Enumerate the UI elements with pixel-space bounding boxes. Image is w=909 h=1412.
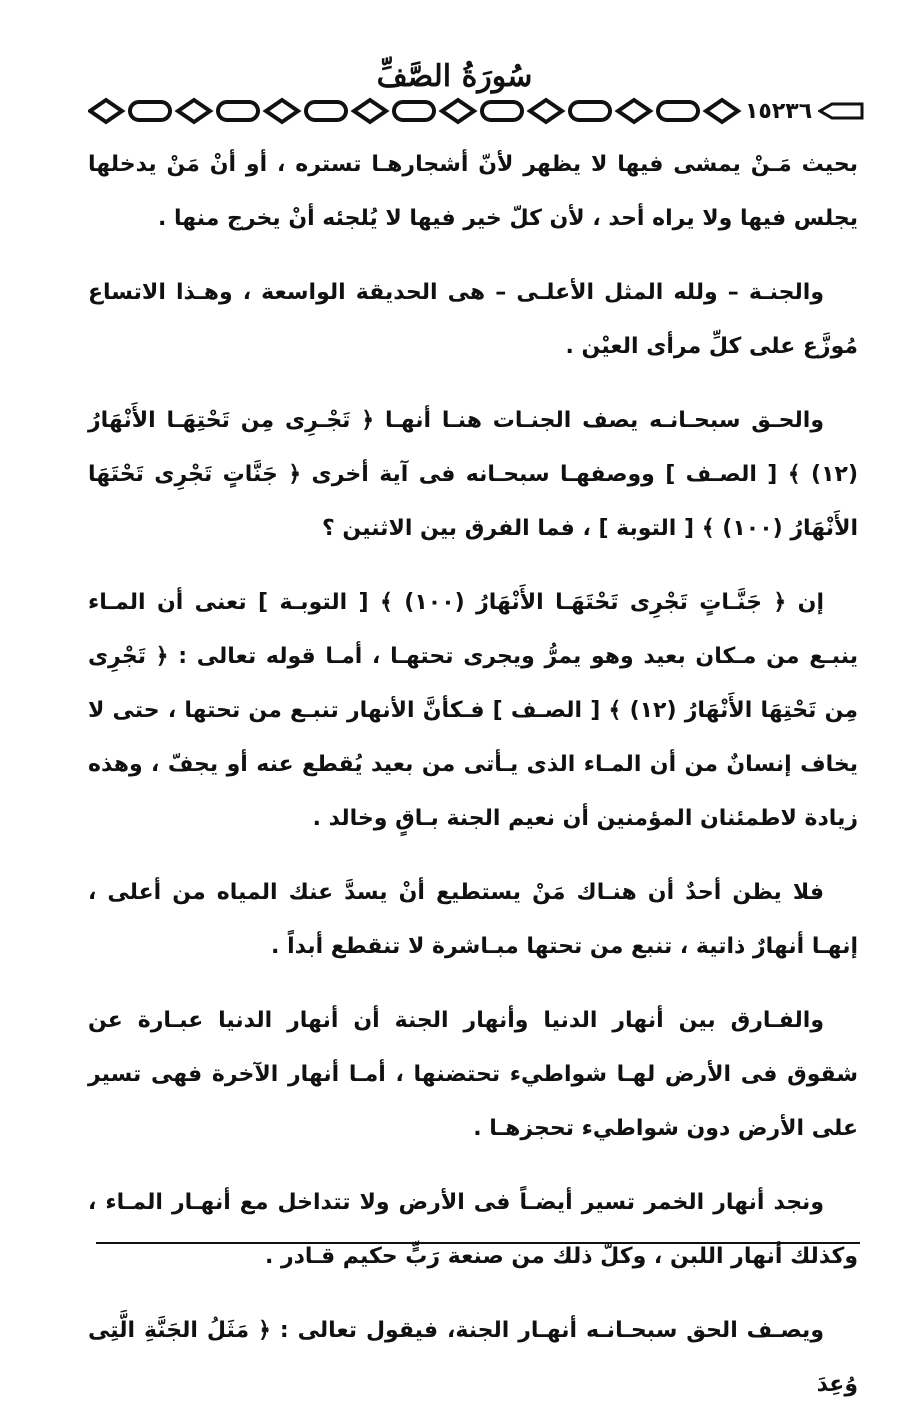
- paragraph-2: والجنـة – ولله المثل الأعلـى – هى الحديقة الواسعة ، وهـذا الاتساع مُوزَّع على كلِّ مرأى العيْن .: [88, 280, 858, 359]
- surah-title: سُورَةُ الصَّفِّ: [376, 59, 533, 94]
- ornamental-border-icon: [88, 94, 854, 128]
- paragraph-5: فلا يظن أحدٌ أن هنـاك مَنْ يستطيع أنْ يسدَّ عنك المياه من أعلى ، إنهـا أنهارٌ ذاتية ، تنبع من تحتها مبـاشرة لا تنقطع أبداً .: [88, 880, 858, 959]
- page-number: [745, 94, 865, 128]
- paragraph-1: بحيث مَـنْ يمشى فيها لا يظهر لأنّ أشجارهـا تستره ، أو أنْ مَنْ يدخلها يجلس فيها ولا يراه أحد ، لأن كلّ خير فيها لا يُلجئه أنْ يخرج منها .: [88, 152, 858, 231]
- page-body: [88, 138, 858, 1397]
- paragraph-3: والحـق سبحـانـه يصف الجنـات هنـا أنهـا ﴿ تَجْـرِى مِن تَحْتِهَـا الأَنْهَارُ (١٢) ﴾ [ الصـف ] ووصفهـا سبحـانه فى آية أخرى ﴿ جَنَّاتٍ تَجْرِى تَحْتَهَا الأَنْهَارُ (١٠٠) ﴾ [ التوبة ] ، فما الفرق بين الاثنين ؟: [88, 408, 858, 541]
- paragraph-6: والفـارق بين أنهار الدنيا وأنهار الجنة أن أنهار الدنيا عبـارة عن شقوق فى الأرض لهـا شواطيء تحتضنها ، أمـا أنهار الآخرة فهى تسير على الأرض دون شواطيء تحجزهـا .: [88, 1008, 858, 1141]
- paragraph-4: إن ﴿ جَنَّـاتٍ تَجْرِى تَحْتَهَـا الأَنْهَارُ (١٠٠) ﴾ [ التوبـة ] تعنى أن المـاء ينبـع من مـكان بعيد وهو يمرُّ ويجرى تحتهـا ، أمـا قوله تعالى : ﴿ تَجْرِى مِن تَحْتِهَا الأَنْهَارُ (١٢) ﴾ [ الصـف ] فـكأنَّ الأنهار تنبـع من تحتها ، حتى لا يخاف إنسانٌ من أن المـاء الذى يـأتى من بعيد يُقطع عنه أو يجفّ ، وهذه زيادة لاطمئنان المؤمنين أن نعيم الجنة بـاقٍ وخالد .: [88, 590, 858, 831]
- page-number-text: ١٥٢٣٦: [745, 98, 813, 124]
- paragraph-8: ويصـف الحق سبحـانـه أنهـار الجنة، فيقول تعالى : ﴿ مَثَلُ الجَنَّةِ الَّتِى وُعِدَ: [88, 1318, 858, 1397]
- paragraph-7: ونجد أنهار الخمر تسير أيضـاً فى الأرض ولا تتداخل مع أنهـار المـاء ، وكذلك أنهار اللبن ، وكلّ ذلك من صنعة رَبٍّ حكيم قـادر .: [88, 1190, 858, 1269]
- page-number-ornament-icon: [818, 102, 864, 120]
- footer-divider: [96, 1242, 860, 1244]
